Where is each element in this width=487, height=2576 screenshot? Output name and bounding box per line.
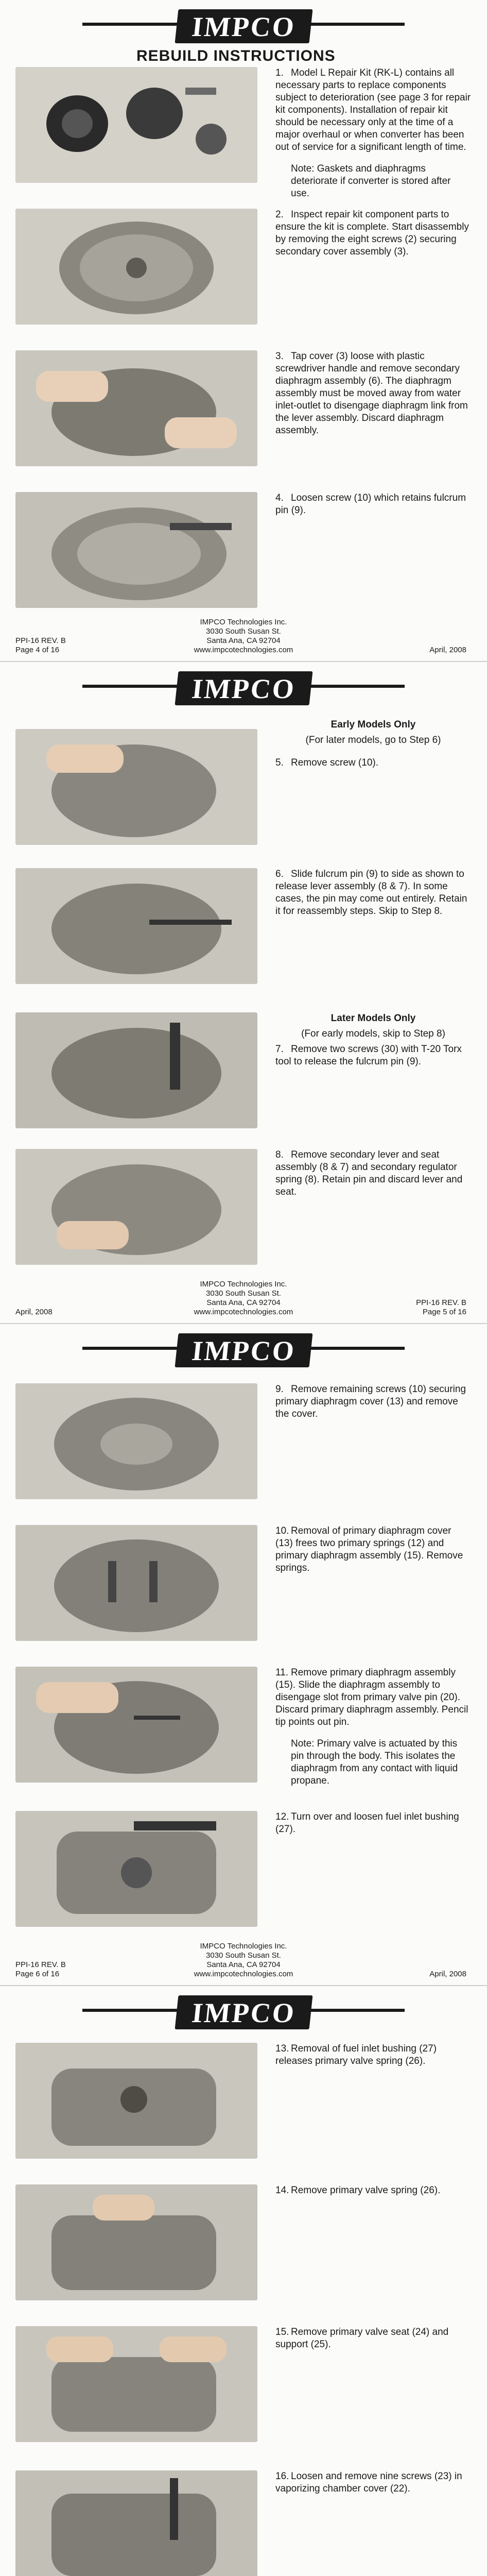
valve-spring-release-illustration: [15, 2043, 257, 2159]
manual-page-7: [0, 1986, 487, 2576]
early-models-heading: Early Models Only: [331, 719, 416, 730]
manual-page-6: [0, 1324, 487, 1986]
photo-remove-valve-spring: [15, 2184, 257, 2300]
fulcrum-pin-illustration: [15, 868, 257, 984]
photo-primary-springs: [15, 1525, 257, 1641]
step-3-text: 3. Tap cover (3) loose with plastic screwdriver handle and remove secondary diaphragm assembly (6). The diaphragm assembly must be moved away from water inlet-outlet to disengage diaphragm link from the lever assembly. Discard diaphragm assembly.: [275, 351, 468, 436]
impco-logo: IMPCO: [175, 671, 312, 705]
secondary-cover-illustration: [15, 209, 257, 325]
manual-page-5: [0, 662, 487, 1324]
step-5-text: Early Models Only (For later models, go to Step 6) 5. Remove screw (10).: [275, 719, 471, 769]
repair-kit-illustration: [15, 67, 257, 183]
step-14-text: 14. Remove primary valve spring (26).: [275, 2185, 441, 2196]
manual-page-4: [0, 0, 487, 662]
step-1-note: Note: Gaskets and diaphragms deteriorate if converter is stored after use.: [291, 163, 451, 199]
footer-company: IMPCO Technologies Inc. 3030 South Susan St. Santa Ana, CA 92704 www.impcotechnologies.com: [194, 1942, 293, 1978]
photo-tap-cover: [15, 350, 257, 466]
tap-cover-illustration: [15, 350, 257, 466]
primary-diaphragm-illustration: [15, 1667, 257, 1783]
remove-screw-illustration: [15, 729, 257, 845]
footer-company: IMPCO Technologies Inc. 3030 South Susan St. Santa Ana, CA 92704 www.impcotechnologies.com: [194, 618, 293, 654]
early-models-note: (For later models, go to Step 6): [305, 735, 441, 745]
footer-doc-id: PPI-16 REV. B Page 6 of 16: [15, 1960, 66, 1978]
fulcrum-screw-illustration: [15, 492, 257, 608]
footer-company: IMPCO Technologies Inc. 3030 South Susan St. Santa Ana, CA 92704 www.impcotechnologies.com: [194, 1280, 293, 1316]
torx-screws-illustration: [15, 1012, 257, 1128]
step-6-text: 6. Slide fulcrum pin (9) to side as shown to release lever assembly (8 & 7). In some cases, the pin may come out entirely. Retain it for reassembly steps. Skip to Step 8.: [275, 869, 467, 917]
step-8-text: 8. Remove secondary lever and seat assembly (8 & 7) and secondary regulator spring (8). Retain pin and discard lever and seat.: [275, 1149, 463, 1197]
later-models-note: (For early models, skip to Step 8): [301, 1028, 445, 1039]
photo-primary-diaphragm: [15, 1667, 257, 1783]
primary-springs-illustration: [15, 1525, 257, 1641]
vaporizing-cover-screws-illustration: [15, 2470, 257, 2576]
photo-fuel-inlet-bushing: [15, 1811, 257, 1927]
footer-date: April, 2008: [429, 1970, 466, 1978]
step-15-text: 15. Remove primary valve seat (24) and support (25).: [275, 2327, 449, 2350]
step-2-text: 2. Inspect repair kit component parts to ensure the kit is complete. Start disassembly by removing the eight screws (2) securing secondary cover assembly (3).: [275, 209, 469, 257]
secondary-lever-illustration: [15, 1149, 257, 1265]
step-7-text: Later Models Only (For early models, skip to Step 8) 7. Remove two screws (30) with T-20 Torx tool to release the fulcrum pin (9).: [275, 1012, 471, 1068]
photo-primary-cover: [15, 1383, 257, 1499]
primary-cover-illustration: [15, 1383, 257, 1499]
photo-secondary-lever: [15, 1149, 257, 1265]
fuel-inlet-bushing-illustration: [15, 1811, 257, 1927]
photo-repair-kit: [15, 67, 257, 183]
photo-torx-screws: [15, 1012, 257, 1128]
impco-logo: IMPCO: [175, 9, 312, 43]
valve-seat-illustration: [15, 2326, 257, 2442]
step-11-text: 11. Remove primary diaphragm assembly (15). Slide the diaphragm assembly to disengage slot from primary valve pin (20). Discard primary diaphragm assembly. Pencil tip points out pin. Note: Primary valve is actuated by this pin through the body. This isolates the diaphragm from any contact with liquid propane.: [275, 1667, 471, 1787]
photo-primary-valve-spring-release: [15, 2043, 257, 2159]
step-1-text: 1. Model L Repair Kit (RK-L) contains all necessary parts to replace components subject to deterioration (see page 3 for repair kit components). Installation of repair kit should be necessary only at the time of a major overhaul or when converter has been out of service for a significant length of time. Note: Gaskets and diaphragms deteriorate if converter is stored after use.: [275, 67, 471, 199]
photo-fulcrum-screw: [15, 492, 257, 608]
later-models-heading: Later Models Only: [331, 1013, 416, 1024]
step-16-text: 16. Loosen and remove nine screws (23) in vaporizing chamber cover (22).: [275, 2471, 462, 2494]
impco-logo: IMPCO: [175, 1333, 312, 1367]
page-heading: REBUILD INSTRUCTIONS: [136, 47, 336, 64]
photo-vaporizing-cover-screws: [15, 2470, 257, 2576]
step-9-text: 9. Remove remaining screws (10) securing primary diaphragm cover (13) and remove the cover.: [275, 1384, 466, 1419]
step-12-text: 12. Turn over and loosen fuel inlet bushing (27).: [275, 1811, 459, 1835]
step-13-text: 13. Removal of fuel inlet bushing (27) releases primary valve spring (26).: [275, 2043, 437, 2066]
step-4-text: 4. Loosen screw (10) which retains fulcrum pin (9).: [275, 493, 466, 516]
photo-remove-screw: [15, 729, 257, 845]
photo-fulcrum-pin: [15, 868, 257, 984]
footer-doc-id: PPI-16 REV. B Page 5 of 16: [416, 1298, 466, 1316]
impco-logo: IMPCO: [175, 1995, 312, 2029]
step-10-text: 10. Removal of primary diaphragm cover (13) frees two primary springs (12) and primary diaphragm assembly (15). Remove springs.: [275, 1526, 463, 1573]
step-11-note: Note: Primary valve is actuated by this pin through the body. This isolates the diaphragm from any contact with liquid propane.: [291, 1738, 458, 1786]
footer-date: April, 2008: [429, 646, 466, 654]
footer-doc-id: PPI-16 REV. B Page 4 of 16: [15, 636, 66, 654]
photo-valve-seat: [15, 2326, 257, 2442]
footer-date: April, 2008: [15, 1308, 53, 1316]
remove-valve-spring-illustration: [15, 2184, 257, 2300]
photo-secondary-cover: [15, 209, 257, 325]
